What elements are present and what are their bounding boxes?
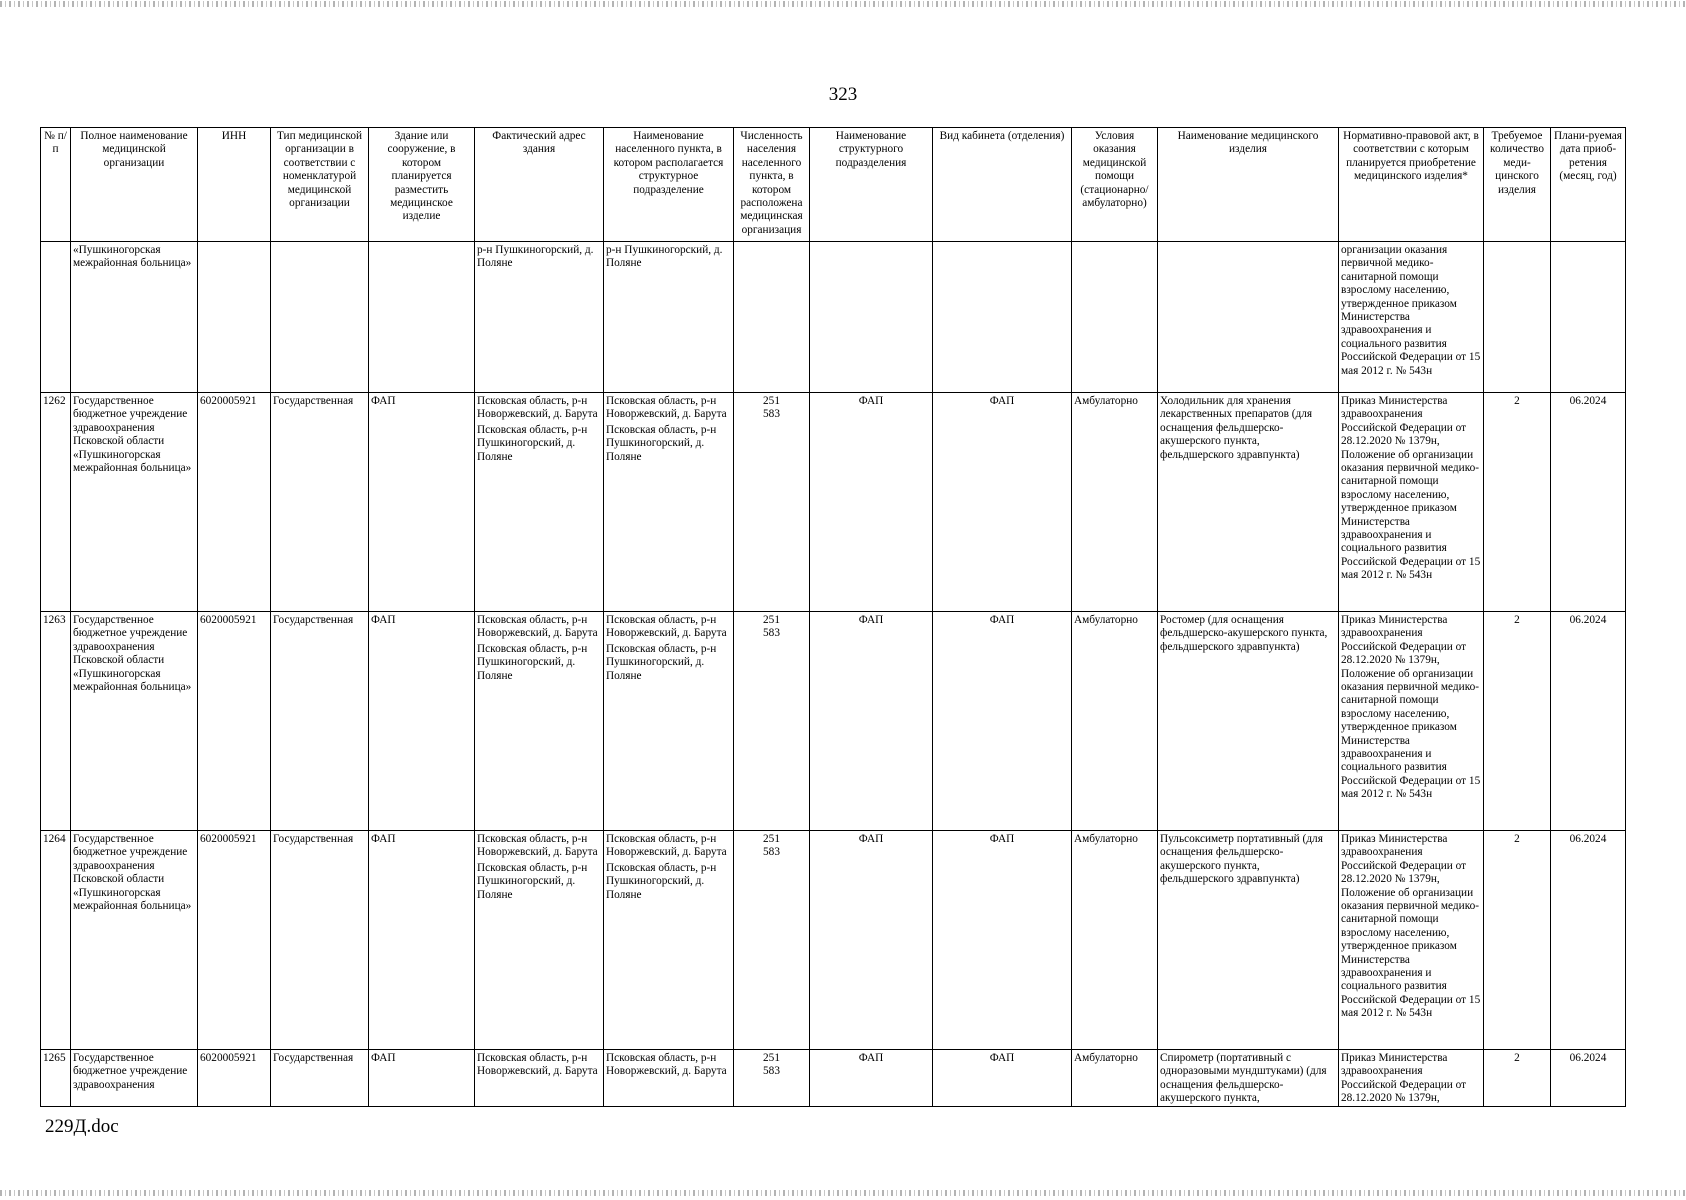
cell-building: ФАП: [369, 1050, 475, 1107]
table-row: [41, 393, 1626, 612]
cell-population: [734, 831, 810, 1050]
cell-unit: ФАП: [810, 393, 933, 612]
address-line: Псковская область, р-н Пушкиногорский, д. Поляне: [477, 642, 588, 682]
header-org-name: Полное наименование медицинской организации: [71, 128, 198, 242]
cell-quantity: 2: [1484, 831, 1551, 1050]
cell-num: 1262: [41, 393, 71, 612]
header-conditions: Условия оказания медицинской помощи (стационарно/амбулаторно): [1072, 128, 1158, 242]
population-value: 583: [763, 846, 780, 859]
header-address: Фактический адрес здания: [475, 128, 604, 242]
population-value: 583: [763, 1065, 780, 1078]
cell-device: Спирометр (портативный с одноразовыми мундштуками) (для оснащения фельдшерско-акушерского пункта,: [1158, 1050, 1339, 1107]
header-cabinet: Вид кабинета (отделения): [933, 128, 1072, 242]
cell-org: Государственное бюджетное учреждение здравоохранения: [71, 1050, 198, 1107]
cell-device: Пульсоксиметр портативный (для оснащения фельдшерско-акушерского пункта, фельдшерского здравпункта): [1158, 831, 1339, 1050]
cell-address: [475, 831, 604, 1050]
cell-type: Государственная: [271, 831, 369, 1050]
cell-org: Государственное бюджетное учреждение здравоохранения Псковской области «Пушкиногорская межрайонная больница»: [71, 831, 198, 1050]
settlement-line: Псковская область, р-н Пушкиногорский, д. Поляне: [606, 861, 717, 901]
cell-conditions: Амбулаторно: [1072, 1050, 1158, 1107]
cell-conditions: Амбулаторно: [1072, 831, 1158, 1050]
cell-legal-act: Приказ Министерства здравоохранения Российской Федерации от 28.12.2020 № 1379н,: [1339, 1050, 1484, 1107]
cell-population: [734, 1050, 810, 1107]
cell-unit: ФАП: [810, 1050, 933, 1107]
address-line: Псковская область, р-н Новоржевский, д. Барута: [477, 395, 598, 421]
cell-org: Государственное бюджетное учреждение здравоохранения Псковской области «Пушкиногорская межрайонная больница»: [71, 393, 198, 612]
footer-filename: 229Д.doc: [45, 1116, 119, 1137]
cell-legal-act: организации оказания первичной медико-санитарной помощи взрослому населению, утвержденное приказом Министерства здравоохранения и социального развития Российской Федерации от 15 мая 2012 г. № 543н: [1339, 242, 1484, 393]
cell-conditions: Амбулаторно: [1072, 612, 1158, 831]
cell-device: Ростомер (для оснащения фельдшерско-акушерского пункта, фельдшерского здравпункта): [1158, 612, 1339, 831]
address-line: Псковская область, р-н Новоржевский, д. Барута: [477, 1052, 598, 1078]
table-header-row: [41, 128, 1626, 242]
cell-legal-act: Приказ Министерства здравоохранения Российской Федерации от 28.12.2020 № 1379н, Положение об организации оказания первичной медико-санитарной помощи взрослому населению, утвержденное приказом Министерства здравоохранения и социального развития Российской Федерации от 15 мая 2012 г. № 543н: [1339, 831, 1484, 1050]
cell-legal-act: Приказ Министерства здравоохранения Российской Федерации от 28.12.2020 № 1379н, Положение об организации оказания первичной медико-санитарной помощи взрослому населению, утвержденное приказом Министерства здравоохранения и социального развития Российской Федерации от 15 мая 2012 г. № 543н: [1339, 612, 1484, 831]
cell-cabinet: ФАП: [933, 393, 1072, 612]
settlement-line: Псковская область, р-н Новоржевский, д. Барута: [606, 1052, 727, 1078]
population-value: 583: [763, 627, 780, 640]
header-building: Здание или сооружение, в котором планируется разместить медицинское изделие: [369, 128, 475, 242]
cell-quantity: 2: [1484, 393, 1551, 612]
cell-conditions: Амбулаторно: [1072, 393, 1158, 612]
cell-inn: 6020005921: [198, 1050, 271, 1107]
cell-settlement: [604, 393, 734, 612]
table-row: [41, 612, 1626, 831]
cell-cabinet: ФАП: [933, 831, 1072, 1050]
header-unit: Наименование структурного подразделения: [810, 128, 933, 242]
cell-unit: ФАП: [810, 612, 933, 831]
cell-num: 1263: [41, 612, 71, 831]
header-date: Плани-руемая дата приоб-ретения (месяц, год): [1551, 128, 1626, 242]
cell-address: р-н Пушкиногорский, д. Поляне: [475, 242, 604, 393]
cell-unit: ФАП: [810, 831, 933, 1050]
cell-cabinet: ФАП: [933, 612, 1072, 831]
cell-population: [734, 612, 810, 831]
address-line: Псковская область, р-н Новоржевский, д. Барута: [477, 833, 598, 859]
page-number: 323: [828, 84, 858, 105]
scan-edge-bottom: [0, 1190, 1686, 1196]
header-org-type: Тип медицинской организации в соответствии с номенклатурой медицинской организации: [271, 128, 369, 242]
cell-inn: 6020005921: [198, 393, 271, 612]
cell-population: [734, 393, 810, 612]
cell-device: Холодильник для хранения лекарственных препаратов (для оснащения фельдшерско-акушерского пункта, фельдшерского здравпункта): [1158, 393, 1339, 612]
scan-edge-top: [0, 1, 1686, 7]
cell-settlement: [604, 1050, 734, 1107]
cell-building: ФАП: [369, 612, 475, 831]
cell-inn: 6020005921: [198, 612, 271, 831]
cell-cabinet: ФАП: [933, 1050, 1072, 1107]
header-inn: ИНН: [198, 128, 271, 242]
cell-type: Государственная: [271, 393, 369, 612]
equipment-register-table: [40, 127, 1626, 1107]
settlement-line: Псковская область, р-н Пушкиногорский, д. Поляне: [606, 423, 717, 463]
population-value: 251: [763, 614, 780, 626]
header-num: № п/п: [41, 128, 71, 242]
cell-org: Государственное бюджетное учреждение здравоохранения Псковской области «Пушкиногорская межрайонная больница»: [71, 612, 198, 831]
cell-building: ФАП: [369, 393, 475, 612]
cell-org: «Пушкиногорская межрайонная больница»: [71, 242, 198, 393]
cell-building: ФАП: [369, 831, 475, 1050]
settlement-line: Псковская область, р-н Новоржевский, д. Барута: [606, 614, 727, 640]
header-quantity: Требуемое количество меди-цинского изделия: [1484, 128, 1551, 242]
cell-num: 1265: [41, 1050, 71, 1107]
cell-date: 06.2024: [1551, 831, 1626, 1050]
cell-num: 1264: [41, 831, 71, 1050]
cell-legal-act: Приказ Министерства здравоохранения Российской Федерации от 28.12.2020 № 1379н, Положение об организации оказания первичной медико-санитарной помощи взрослому населению, утвержденное приказом Министерства здравоохранения и социального развития Российской Федерации от 15 мая 2012 г. № 543н: [1339, 393, 1484, 612]
header-population: Численность населения населенного пункта, в котором расположена медицинская организация: [734, 128, 810, 242]
header-legal-act: Нормативно-правовой акт, в соответствии с которым планируется приобретение медицинского изделия*: [1339, 128, 1484, 242]
cell-type: Государственная: [271, 612, 369, 831]
address-line: Псковская область, р-н Новоржевский, д. Барута: [477, 614, 598, 640]
settlement-line: Псковская область, р-н Пушкиногорский, д. Поляне: [606, 642, 717, 682]
address-line: Псковская область, р-н Пушкиногорский, д. Поляне: [477, 423, 588, 463]
cell-date: 06.2024: [1551, 393, 1626, 612]
cell-address: [475, 1050, 604, 1107]
cell-quantity: 2: [1484, 612, 1551, 831]
population-value: 251: [763, 395, 780, 407]
header-device: Наименование медицинского изделия: [1158, 128, 1339, 242]
cell-address: [475, 393, 604, 612]
cell-date: 06.2024: [1551, 1050, 1626, 1107]
address-line: Псковская область, р-н Пушкиногорский, д. Поляне: [477, 861, 588, 901]
header-settlement: Наименование населенного пункта, в котором располагается структурное подразделение: [604, 128, 734, 242]
cell-settlement: [604, 612, 734, 831]
cell-type: Государственная: [271, 1050, 369, 1107]
cell-inn: 6020005921: [198, 831, 271, 1050]
table-row: [41, 1050, 1626, 1107]
population-value: 251: [763, 1052, 780, 1064]
table-row-continuation: [41, 242, 1626, 393]
cell-quantity: 2: [1484, 1050, 1551, 1107]
population-value: 583: [763, 408, 780, 421]
cell-settlement: [604, 831, 734, 1050]
settlement-line: Псковская область, р-н Новоржевский, д. Барута: [606, 833, 727, 859]
settlement-line: Псковская область, р-н Новоржевский, д. Барута: [606, 395, 727, 421]
cell-settlement: р-н Пушкиногорский, д. Поляне: [604, 242, 734, 393]
population-value: 251: [763, 833, 780, 845]
table-row: [41, 831, 1626, 1050]
cell-date: 06.2024: [1551, 612, 1626, 831]
cell-address: [475, 612, 604, 831]
